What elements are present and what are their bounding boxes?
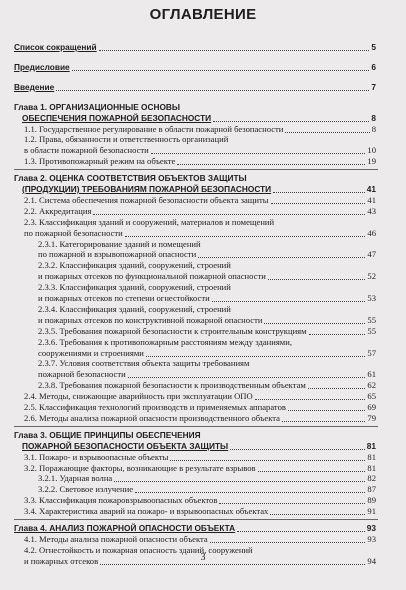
toc-entry-page: 61 [367, 369, 376, 380]
toc-entry-title: 2.1. Система обеспечения пожарной безопасности объекта защиты [24, 194, 269, 205]
toc-entry-title: и пожарных отсеков по степени огнестойкости [38, 293, 210, 303]
toc-leader-dots [212, 291, 366, 302]
toc-leader-dots [270, 504, 365, 515]
toc-entry-title: 2.3.3. Классификация зданий, сооружений, строений [38, 282, 231, 293]
toc-entry-title: и пожарных отсеков по конструктивной пожарной опасности [38, 314, 263, 325]
page-number: 3 [200, 552, 206, 563]
toc-entry[interactable] [0, 271, 406, 281]
toc-entry-title: 1.2. Права, обязанности и ответственность организаций [24, 134, 229, 145]
toc-entry-page: 87 [367, 484, 376, 495]
toc-entry[interactable] [0, 249, 406, 259]
toc-entry-title: 3.1. Пожаро- и взрывоопасные объекты [24, 451, 169, 462]
toc-entry[interactable] [0, 326, 406, 336]
toc-entry[interactable] [0, 206, 406, 216]
toc-entry-page: 8 [371, 123, 376, 134]
toc-leader-dots [255, 389, 366, 400]
toc-entry-page: 81 [367, 462, 376, 473]
toc-leader-dots [230, 439, 365, 450]
toc-entry-page: 93 [367, 533, 376, 544]
toc-entry-title: сооружениями и строениями [38, 347, 144, 358]
toc-entry-title: 2.3.4. Классификация зданий, сооружений, строений [38, 303, 231, 314]
toc-entry-page: 93 [366, 523, 376, 533]
toc-leader-dots [271, 193, 366, 204]
toc-leader-dots [56, 80, 369, 91]
toc-entry-title: 2.4. Методы, снижающие аварийность при эксплуатации ОПО [24, 391, 253, 402]
page-title: ОГЛАВЛЕНИЕ [149, 6, 257, 23]
toc-leader-dots [125, 226, 366, 237]
toc-entry-page: 46 [367, 227, 376, 238]
toc-leader-dots [135, 482, 365, 493]
toc-entry-title: 1.3. Противопожарный режим на объекте [24, 156, 176, 167]
toc-entry[interactable] [0, 534, 406, 544]
toc-entry-title: 3.3. Классификация пожаровзрывоопасных объектов [24, 495, 218, 506]
toc-entry-title: и пожарных отсеков по функциональной пожарной опасности [38, 271, 266, 282]
toc-leader-dots [170, 450, 365, 461]
toc-entry-page: 53 [367, 293, 376, 303]
toc-entry-title: 3.2. Поражающие факторы, возникающие в результате взрывов [24, 462, 256, 473]
toc-entry-title: по пожарной и взрывопожарной опасности [38, 249, 197, 260]
toc-entry-page: 81 [367, 451, 376, 462]
toc-entry-page: 8 [371, 112, 376, 123]
toc-entry-title: Введение [14, 81, 55, 92]
toc-entry[interactable] [0, 413, 406, 423]
toc-entry-title: ПОЖАРНОЙ БЕЗОПАСНОСТИ ОБЪЕКТА ЗАЩИТЫ [22, 440, 229, 451]
toc-entry-title: Предисловие [14, 61, 70, 72]
toc-leader-dots [268, 269, 366, 280]
toc-leader-dots [308, 378, 366, 389]
toc-entry[interactable] [0, 156, 406, 166]
toc-entry-page: 55 [367, 314, 376, 325]
toc-leader-dots [288, 400, 365, 411]
toc-entry-title: Глава 4. АНАЛИЗ ПОЖАРНОЙ ОПАСНОСТИ ОБЪЕКТА [14, 523, 236, 533]
toc-leader-dots [210, 532, 366, 543]
toc-entry-title: 2.6. Методы анализа пожарной опасности производственного объекта [24, 412, 280, 423]
section-divider [14, 426, 378, 427]
toc-entry-page: 62 [367, 380, 376, 391]
toc-entry-page: 6 [371, 61, 376, 72]
toc-entry-page: 57 [367, 347, 376, 358]
toc-entry-title: 2.3.7. Условия соответствия объекта защиты требованиям [38, 358, 250, 369]
toc-leader-dots [237, 521, 365, 532]
toc-entry-page: 82 [367, 473, 376, 484]
toc-entry-title: 3.2.1. Ударная волна [38, 473, 113, 484]
toc-entry-page: 52 [367, 271, 376, 282]
toc-entry-title: ОБЕСПЕЧЕНИЯ ПОЖАРНОЙ БЕЗОПАСНОСТИ [22, 112, 212, 123]
toc-leader-dots [285, 122, 369, 133]
toc-entry[interactable] [0, 506, 406, 516]
toc-entry[interactable] [0, 293, 406, 303]
toc-entry-title: в области пожарной безопасности [24, 145, 149, 156]
toc-entry[interactable] [0, 348, 406, 358]
toc-entry-title: 4.1. Методы анализа пожарной опасности объекта [24, 533, 208, 544]
toc-leader-dots [282, 411, 365, 422]
toc-entry-page: 19 [367, 156, 376, 167]
toc-entry-title: 2.2. Аккредитация [24, 205, 92, 216]
toc-entry-title: и пожарных отсеков [24, 555, 99, 566]
toc-leader-dots [219, 493, 365, 504]
toc-entry[interactable] [0, 82, 406, 92]
toc-entry-title: Список сокращений [14, 42, 97, 52]
toc-entry-title: 3.2.2. Световое излучение [38, 484, 134, 495]
toc-leader-dots [213, 111, 369, 122]
toc-entry-page: 65 [367, 391, 376, 402]
toc-entry-title: пожарной безопасности [38, 369, 126, 380]
toc-entry-title: 4.2. Огнестойкость и пожарная опасность зданий, сооружений [24, 544, 253, 555]
toc-entry-page: 10 [367, 145, 376, 156]
toc-leader-dots [146, 346, 366, 357]
toc-entry-title: 2.3.2. Классификация зданий, сооружений, строений [38, 260, 231, 271]
toc-entry-title: по пожарной безопасности [24, 227, 123, 238]
toc-leader-dots [99, 40, 370, 51]
toc-entry-page: 81 [366, 440, 376, 451]
toc-leader-dots [177, 154, 365, 165]
toc-leader-dots [72, 60, 370, 71]
toc-entry-title: 2.3.6. Требования к противопожарным расстояниям между зданиями, [38, 336, 292, 347]
toc-entry-page: 55 [367, 325, 376, 336]
toc-entry-title: 2.3.5. Требования пожарной безопасности к строительным конструкциям [38, 325, 307, 336]
toc-leader-dots [128, 367, 366, 378]
toc-entry-page: 7 [371, 81, 376, 92]
toc-entry-page: 79 [367, 412, 376, 423]
toc-entry-title: Глава 2. ОЦЕНКА СООТВЕТСТВИЯ ОБЪЕКТОВ ЗАЩИТЫ [14, 173, 247, 184]
toc-leader-dots [258, 461, 366, 472]
toc-leader-dots [264, 313, 365, 324]
toc-entry-page: 89 [367, 495, 376, 506]
toc-entry-title: (ПРОДУКЦИИ) ТРЕБОВАНИЯМ ПОЖАРНОЙ БЕЗОПАСНОСТИ [22, 184, 272, 194]
toc-entry-title: Глава 1. ОРГАНИЗАЦИОННЫЕ ОСНОВЫ [14, 101, 181, 112]
toc-leader-dots [114, 471, 365, 482]
toc-entry-title: 2.3. Классификация зданий и сооружений, материалов и помещений [24, 216, 275, 227]
toc-entry-page: 41 [366, 184, 376, 194]
toc-leader-dots [309, 324, 366, 335]
section-divider [14, 519, 378, 520]
toc-entry-title: 3.4. Характеристика аварий на пожаро- и взрывоопасных объектах [24, 506, 269, 517]
toc-leader-dots [151, 143, 366, 154]
toc-entry[interactable] [0, 124, 406, 134]
toc-entry-page: 94 [367, 555, 376, 566]
toc-entry[interactable] [0, 42, 406, 52]
toc-entry-page: 5 [371, 42, 376, 52]
toc-entry-page: 91 [367, 506, 376, 517]
toc-entry-title: 2.5. Классификация технологий производств и применяемых аппаратов [24, 402, 286, 412]
section-divider [14, 169, 378, 170]
toc-entry-title: 1.1. Государственное регулирование в области пожарной безопасности [24, 123, 284, 134]
toc-entry[interactable] [0, 62, 406, 72]
toc-entry-page: 47 [367, 249, 376, 260]
toc-leader-dots [198, 247, 365, 258]
toc-entry-page: 69 [367, 402, 376, 412]
toc-leader-dots [93, 204, 365, 215]
toc-leader-dots [273, 182, 365, 193]
toc-entry-page: 43 [367, 205, 376, 216]
toc-entry-title: Глава 3. ОБЩИЕ ПРИНЦИПЫ ОБЕСПЕЧЕНИЯ [14, 429, 201, 440]
toc-entry-title: 2.3.8. Требования пожарной безопасности к производственным объектам [38, 380, 306, 391]
toc-entry-title: 2.3.1. Категорирование зданий и помещений [38, 238, 201, 249]
toc-entry[interactable] [0, 228, 406, 238]
toc-entry-page: 41 [367, 194, 376, 205]
